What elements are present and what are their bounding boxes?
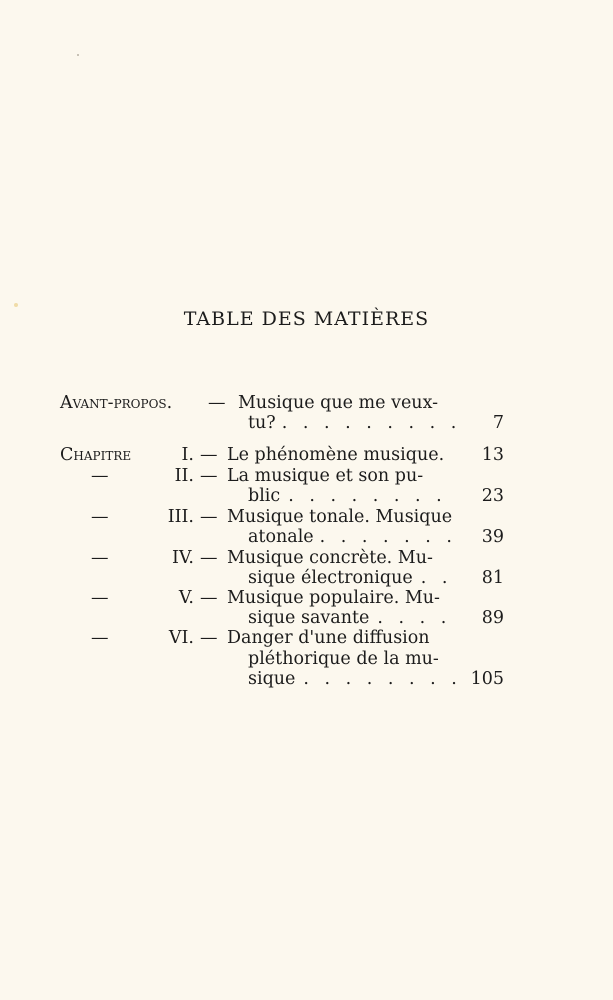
- chapter-3-page-number: 39: [481, 527, 504, 547]
- chapter-label: Chapitre: [60, 445, 132, 465]
- chapter-2-title-line2: blic . . . . . . . .: [248, 486, 447, 506]
- chapter-1-dash: —: [200, 445, 218, 465]
- chapter-6-title-line2: pléthorique de la mu-: [248, 649, 439, 669]
- chapter-5-numeral: V.: [178, 588, 194, 608]
- chapter-1-page-number: 13: [481, 445, 504, 465]
- foreword-title-line1: Musique que me veux-: [238, 393, 439, 413]
- chapter-5-ditto-dash: —: [91, 588, 109, 608]
- chapter-6-title-line3: sique . . . . . . . .: [248, 669, 462, 689]
- chapter-3-title-line2: atonale . . . . . . .: [248, 527, 457, 547]
- foreword-page-number: 7: [492, 413, 504, 433]
- chapter-4-page-number: 81: [481, 568, 504, 588]
- chapter-6-numeral: VI.: [168, 628, 194, 648]
- chapter-5-dash: —: [200, 588, 218, 608]
- chapter-5-title-line2: sique savante . . . .: [248, 608, 452, 628]
- chapter-2-title-line1: La musique et son pu-: [227, 466, 424, 486]
- chapter-2-dash: —: [200, 466, 218, 486]
- chapter-6-ditto-dash: —: [91, 628, 109, 648]
- chapter-1-title: Le phénomène musique.: [227, 445, 445, 465]
- page-title: TABLE DES MATIÈRES: [183, 308, 430, 330]
- chapter-5-title-line1: Musique populaire. Mu-: [227, 588, 440, 608]
- chapter-4-dash: —: [200, 548, 218, 568]
- chapter-5-page-number: 89: [481, 608, 504, 628]
- chapter-6-dash: —: [200, 628, 218, 648]
- chapter-4-title-line1: Musique concrète. Mu-: [227, 548, 433, 568]
- paper-speck: [77, 54, 79, 56]
- chapter-1-numeral: I.: [181, 445, 194, 465]
- chapter-3-ditto-dash: —: [91, 507, 109, 527]
- foreword-title-line2: tu? . . . . . . . . .: [248, 413, 462, 433]
- chapter-4-numeral: IV.: [171, 548, 194, 568]
- chapter-2-ditto-dash: —: [91, 466, 109, 486]
- chapter-3-numeral: III.: [167, 507, 194, 527]
- foreword-dash: —: [208, 393, 226, 413]
- chapter-4-title-line2: sique électronique . .: [248, 568, 453, 588]
- chapter-4-ditto-dash: —: [91, 548, 109, 568]
- foreword-label: Avant-propos.: [60, 393, 173, 413]
- chapter-3-dash: —: [200, 507, 218, 527]
- chapter-2-page-number: 23: [481, 486, 504, 506]
- chapter-2-numeral: II.: [174, 466, 194, 486]
- chapter-3-title-line1: Musique tonale. Musique: [227, 507, 453, 527]
- chapter-6-title-line1: Danger d'une diffusion: [227, 628, 430, 648]
- paper-stain: [14, 303, 18, 307]
- chapter-6-page-number: 105: [470, 669, 504, 689]
